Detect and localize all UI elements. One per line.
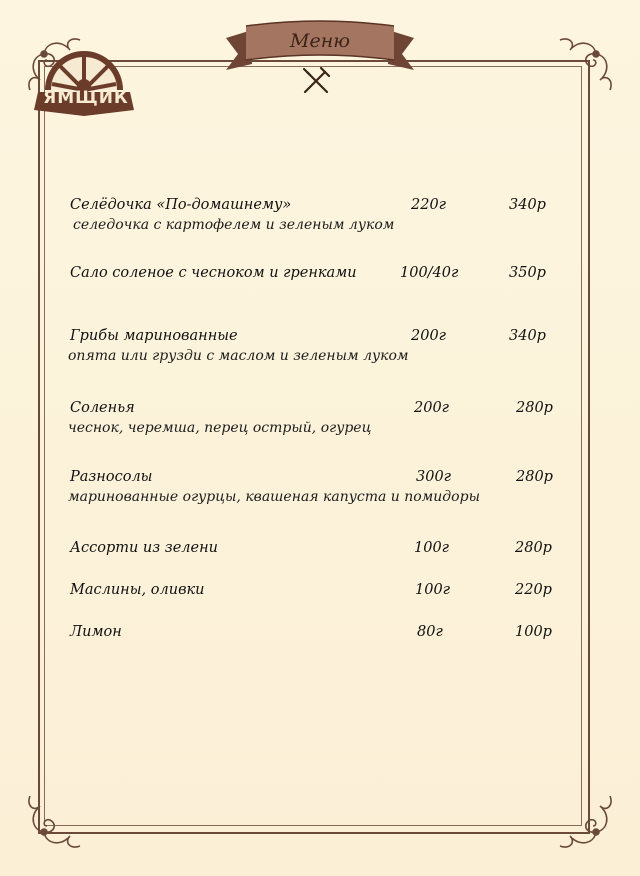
menu-item-price: 340р xyxy=(509,197,546,213)
menu-item-name: Грибы маринованные xyxy=(70,328,238,344)
menu-item-price: 340р xyxy=(509,328,546,344)
menu-item-name: Сало соленое с чесноком и гренками xyxy=(70,265,357,281)
menu-item-name: Соленья xyxy=(70,400,135,416)
menu-item-price: 280р xyxy=(515,540,552,556)
menu-item-price: 280р xyxy=(516,400,553,416)
menu-item-price: 100р xyxy=(515,624,552,640)
menu-item-weight: 200г xyxy=(414,400,450,416)
ornament-corner-icon xyxy=(550,30,620,100)
menu-item-price: 350р xyxy=(509,265,546,281)
menu-item-weight: 300г xyxy=(416,469,452,485)
menu-item-weight: 220г xyxy=(411,197,447,213)
menu-item-description: чеснок, черемша, перец острый, огурец xyxy=(68,420,372,436)
wagon-wheel-icon xyxy=(28,34,140,124)
menu-item-name: Разносолы xyxy=(70,469,153,485)
menu-item-weight: 200г xyxy=(411,328,447,344)
logo-text: ЯМЩИК xyxy=(43,88,129,108)
menu-item-description: опята или грузди с маслом и зеленым луком xyxy=(68,348,409,364)
menu-item-name: Селёдочка «По-домашнему» xyxy=(70,197,292,213)
menu-item-name: Ассорти из зелени xyxy=(70,540,218,556)
menu-item-weight: 100г xyxy=(414,540,450,556)
menu-item-price: 220р xyxy=(515,582,552,598)
fork-knife-icon xyxy=(299,66,333,94)
page-frame-inner xyxy=(44,66,582,826)
ornament-corner-icon xyxy=(550,786,620,856)
ornament-corner-icon xyxy=(20,786,90,856)
menu-item-description: маринованные огурцы, квашеная капуста и помидоры xyxy=(68,489,480,505)
page-title: Меню xyxy=(290,30,350,52)
menu-item-description: селедочка с картофелем и зеленым луком xyxy=(73,217,395,233)
menu-item-weight: 100г xyxy=(415,582,451,598)
menu-item-price: 280р xyxy=(516,469,553,485)
menu-item-name: Маслины, оливки xyxy=(70,582,205,598)
menu-item-name: Лимон xyxy=(70,624,122,640)
menu-item-weight: 80г xyxy=(417,624,443,640)
menu-item-weight: 100/40г xyxy=(400,265,459,281)
